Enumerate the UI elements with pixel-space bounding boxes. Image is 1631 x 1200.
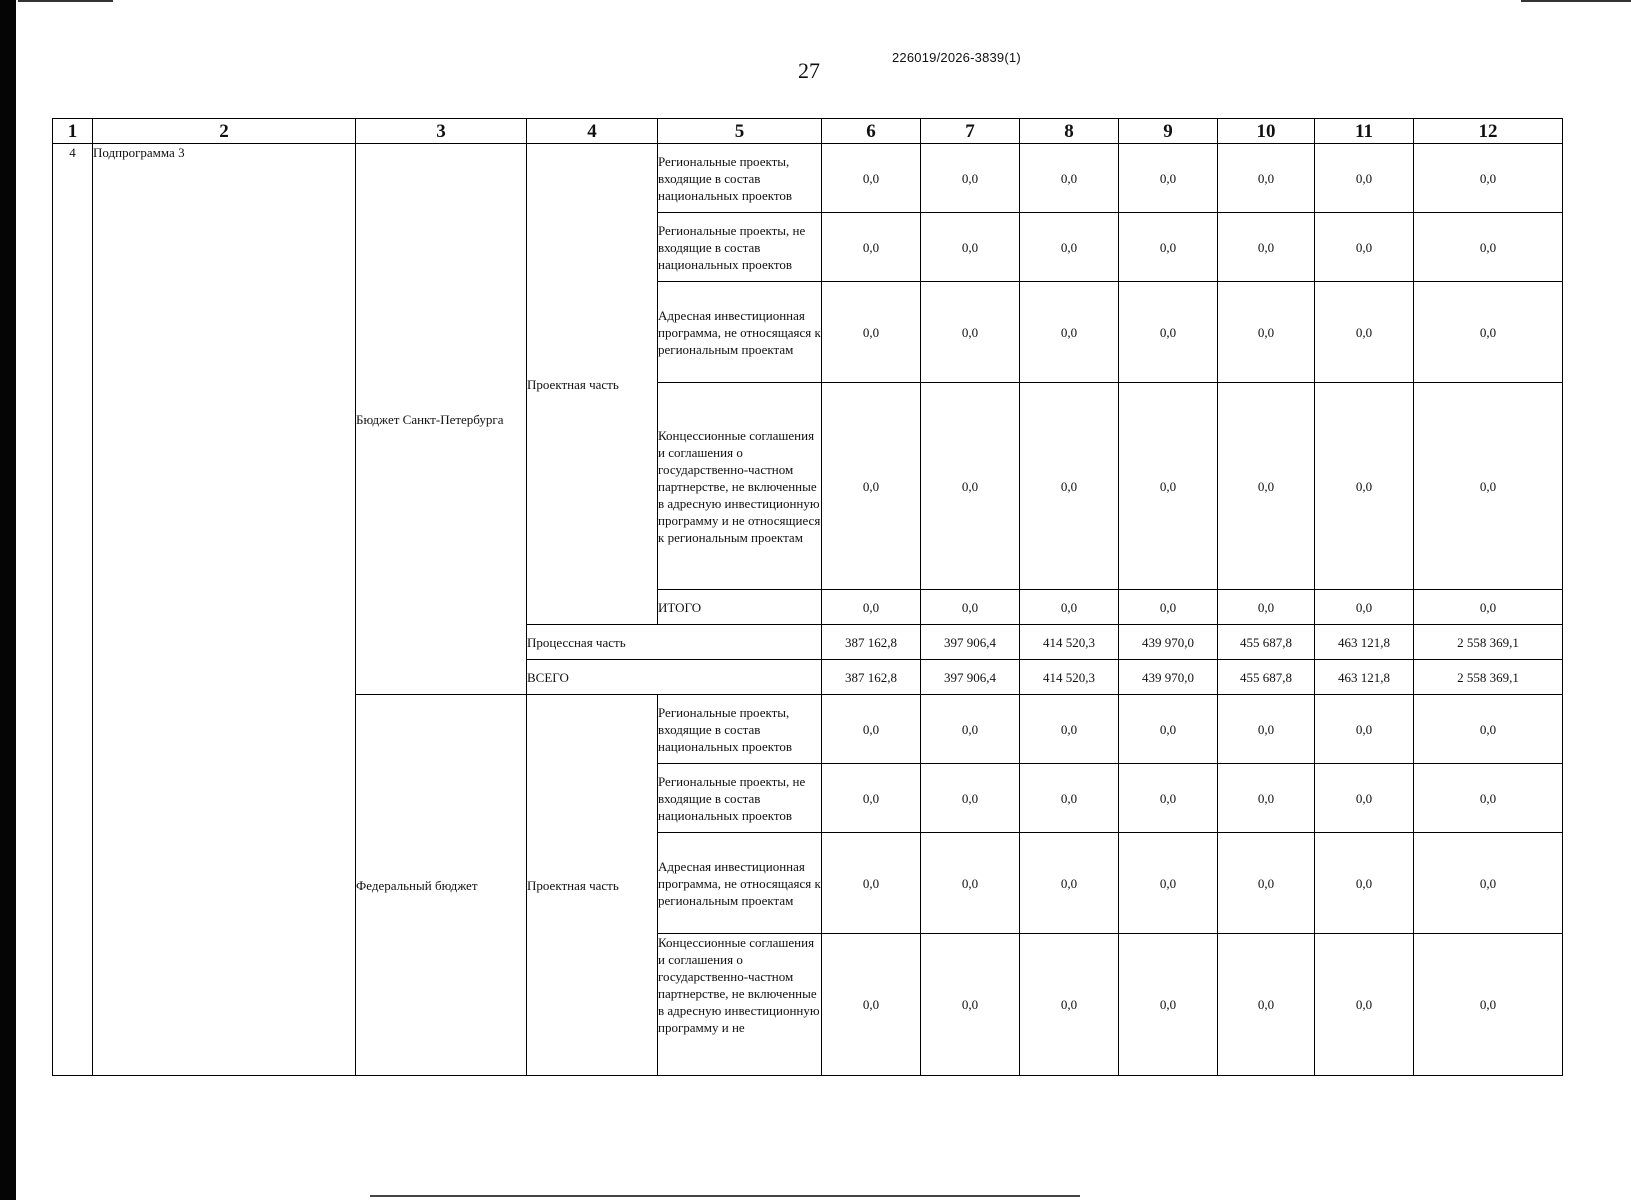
value-cell: 0,0 xyxy=(1020,695,1119,764)
value-cell: 0,0 xyxy=(1218,213,1315,282)
document-code: 226019/2026-3839(1) xyxy=(892,50,1021,65)
value-cell: 0,0 xyxy=(822,934,921,1076)
funding-source-spb: Бюджет Санкт-Петербурга xyxy=(356,144,527,695)
value-cell: 0,0 xyxy=(1020,213,1119,282)
scan-line-top-right xyxy=(1521,0,1631,2)
header-cell: 4 xyxy=(527,119,658,144)
header-cell: 7 xyxy=(921,119,1020,144)
value-cell: 0,0 xyxy=(921,764,1020,833)
header-cell: 1 xyxy=(53,119,93,144)
row-number: 4 xyxy=(53,144,93,1076)
value-cell: 0,0 xyxy=(1119,764,1218,833)
scan-line-bottom xyxy=(370,1195,1080,1197)
value-cell: 0,0 xyxy=(1020,833,1119,934)
value-cell: 0,0 xyxy=(1119,695,1218,764)
row-label: Адресная инвестиционная программа, не относящаяся к региональным проектам xyxy=(658,282,822,383)
value-cell: 0,0 xyxy=(822,282,921,383)
value-cell: 0,0 xyxy=(1218,934,1315,1076)
value-cell: 387 162,8 xyxy=(822,660,921,695)
value-cell: 0,0 xyxy=(921,590,1020,625)
value-cell: 0,0 xyxy=(822,213,921,282)
value-cell: 0,0 xyxy=(1218,144,1315,213)
value-cell: 0,0 xyxy=(1315,144,1414,213)
value-cell: 0,0 xyxy=(921,833,1020,934)
header-cell: 9 xyxy=(1119,119,1218,144)
funding-source-federal: Федеральный бюджет xyxy=(356,695,527,1076)
row-label: Адресная инвестиционная программа, не относящаяся к региональным проектам xyxy=(658,833,822,934)
value-cell: 0,0 xyxy=(1218,695,1315,764)
header-cell: 12 xyxy=(1414,119,1563,144)
value-cell: 0,0 xyxy=(1020,764,1119,833)
value-cell: 0,0 xyxy=(1119,590,1218,625)
value-cell: 0,0 xyxy=(921,934,1020,1076)
value-cell: 2 558 369,1 xyxy=(1414,625,1563,660)
header-cell: 11 xyxy=(1315,119,1414,144)
value-cell: 0,0 xyxy=(822,695,921,764)
subprogram-name: Подпрограмма 3 xyxy=(93,144,356,1076)
value-cell: 0,0 xyxy=(1020,383,1119,590)
value-cell: 414 520,3 xyxy=(1020,625,1119,660)
value-cell: 439 970,0 xyxy=(1119,660,1218,695)
project-part-spb: Проектная часть xyxy=(527,144,658,625)
value-cell: 0,0 xyxy=(1414,383,1563,590)
value-cell: 0,0 xyxy=(921,144,1020,213)
row-label: Региональные проекты, входящие в состав национальных проектов xyxy=(658,144,822,213)
value-cell: 455 687,8 xyxy=(1218,625,1315,660)
value-cell: 0,0 xyxy=(921,213,1020,282)
value-cell: 0,0 xyxy=(1315,383,1414,590)
value-cell: 0,0 xyxy=(822,833,921,934)
value-cell: 0,0 xyxy=(1020,934,1119,1076)
value-cell: 0,0 xyxy=(1414,590,1563,625)
value-cell: 0,0 xyxy=(921,282,1020,383)
header-cell: 6 xyxy=(822,119,921,144)
value-cell: 0,0 xyxy=(822,383,921,590)
value-cell: 0,0 xyxy=(1414,764,1563,833)
value-cell: 0,0 xyxy=(1414,695,1563,764)
value-cell: 0,0 xyxy=(1020,144,1119,213)
value-cell: 0,0 xyxy=(1020,282,1119,383)
value-cell: 0,0 xyxy=(1414,934,1563,1076)
value-cell: 455 687,8 xyxy=(1218,660,1315,695)
total-label: ВСЕГО xyxy=(527,660,822,695)
table-header-row xyxy=(53,119,1563,144)
value-cell: 0,0 xyxy=(1414,213,1563,282)
row-label: Региональные проекты, не входящие в состав национальных проектов xyxy=(658,213,822,282)
value-cell: 0,0 xyxy=(1119,213,1218,282)
value-cell: 0,0 xyxy=(1315,833,1414,934)
value-cell: 0,0 xyxy=(921,695,1020,764)
value-cell: 439 970,0 xyxy=(1119,625,1218,660)
value-cell: 463 121,8 xyxy=(1315,660,1414,695)
value-cell: 0,0 xyxy=(1218,282,1315,383)
row-label: Концессионные соглашения и соглашения о государственно-частном партнерстве, не включенные в адресную инвестиционную программу и не относящиеся к региональным проектам xyxy=(658,383,822,590)
header-cell: 10 xyxy=(1218,119,1315,144)
value-cell: 0,0 xyxy=(1119,934,1218,1076)
value-cell: 0,0 xyxy=(921,383,1020,590)
value-cell: 0,0 xyxy=(1218,833,1315,934)
value-cell: 0,0 xyxy=(1414,833,1563,934)
header-cell: 5 xyxy=(658,119,822,144)
value-cell: 2 558 369,1 xyxy=(1414,660,1563,695)
value-cell: 0,0 xyxy=(1414,282,1563,383)
value-cell: 0,0 xyxy=(822,764,921,833)
row-label: Региональные проекты, входящие в состав национальных проектов xyxy=(658,695,822,764)
value-cell: 0,0 xyxy=(1119,833,1218,934)
value-cell: 414 520,3 xyxy=(1020,660,1119,695)
value-cell: 0,0 xyxy=(1020,590,1119,625)
value-cell: 0,0 xyxy=(1218,764,1315,833)
value-cell: 397 906,4 xyxy=(921,625,1020,660)
table-row xyxy=(53,144,1563,213)
value-cell: 463 121,8 xyxy=(1315,625,1414,660)
header-cell: 2 xyxy=(93,119,356,144)
row-label: ИТОГО xyxy=(658,590,822,625)
value-cell: 0,0 xyxy=(1315,213,1414,282)
value-cell: 0,0 xyxy=(1414,144,1563,213)
value-cell: 0,0 xyxy=(1315,934,1414,1076)
row-label: Региональные проекты, не входящие в состав национальных проектов xyxy=(658,764,822,833)
value-cell: 0,0 xyxy=(1119,282,1218,383)
value-cell: 0,0 xyxy=(1315,282,1414,383)
value-cell: 0,0 xyxy=(1119,383,1218,590)
value-cell: 0,0 xyxy=(1119,144,1218,213)
scan-edge-left xyxy=(0,0,16,1200)
value-cell: 0,0 xyxy=(1315,695,1414,764)
process-part-label: Процессная часть xyxy=(527,625,822,660)
value-cell: 0,0 xyxy=(822,590,921,625)
value-cell: 0,0 xyxy=(1218,590,1315,625)
page-number: 27 xyxy=(798,58,820,83)
header-cell: 8 xyxy=(1020,119,1119,144)
value-cell: 387 162,8 xyxy=(822,625,921,660)
scan-line-top-left xyxy=(18,0,113,2)
budget-table xyxy=(52,118,1563,1076)
value-cell: 397 906,4 xyxy=(921,660,1020,695)
value-cell: 0,0 xyxy=(1315,764,1414,833)
header-cell: 3 xyxy=(356,119,527,144)
project-part-federal: Проектная часть xyxy=(527,695,658,1076)
value-cell: 0,0 xyxy=(1218,383,1315,590)
row-label: Концессионные соглашения и соглашения о государственно-частном партнерстве, не включенные в адресную инвестиционную программу и не xyxy=(658,934,822,1076)
value-cell: 0,0 xyxy=(1315,590,1414,625)
value-cell: 0,0 xyxy=(822,144,921,213)
